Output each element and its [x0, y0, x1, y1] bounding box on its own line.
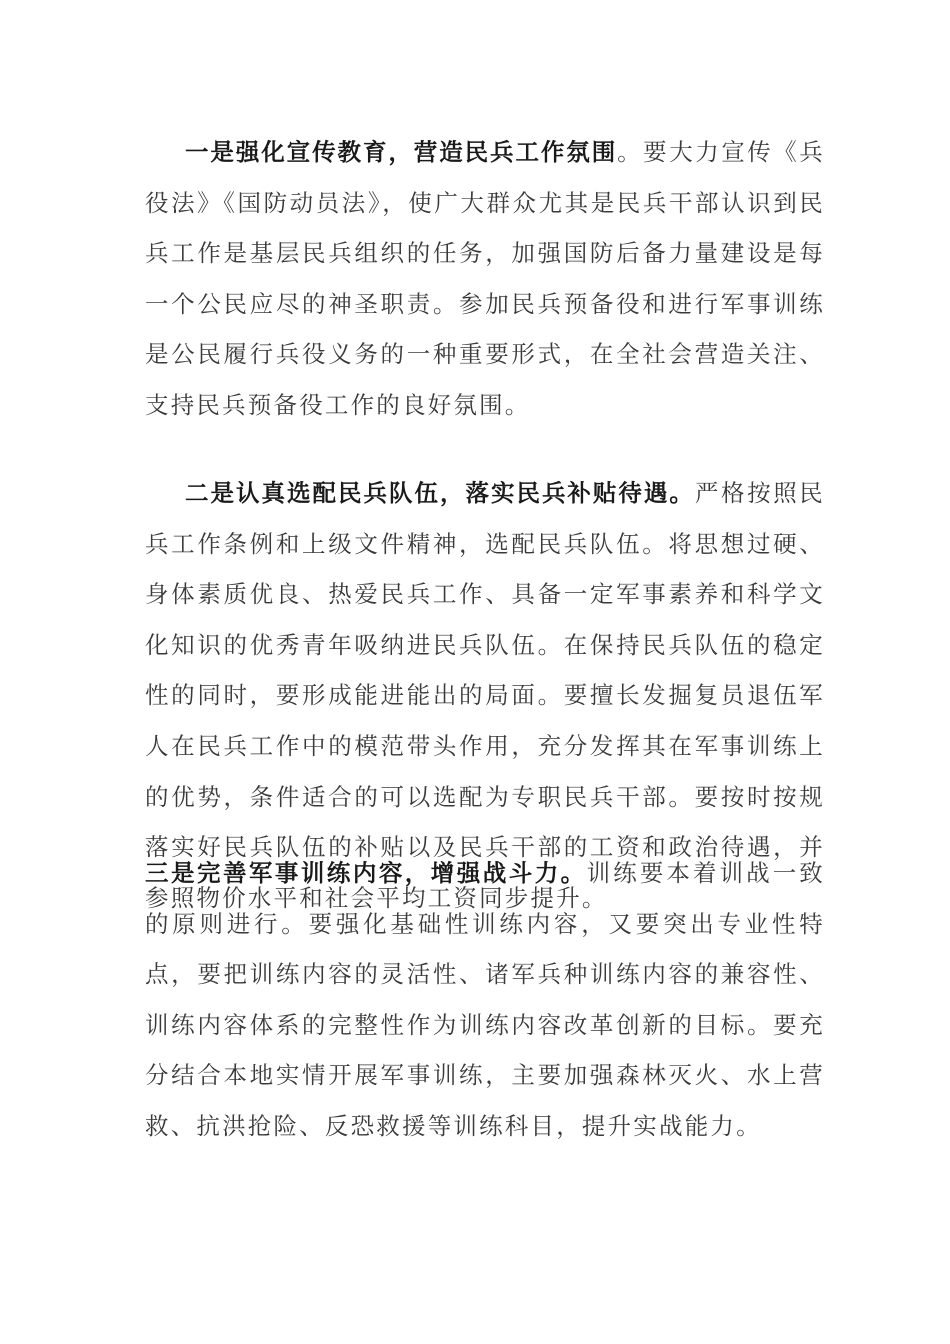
paragraph-2-lead: 二是认真选配民兵队伍，落实民兵补贴待遇。 [185, 479, 695, 507]
paragraph-1-lead: 一是强化宣传教育，营造民兵工作氛围 [185, 138, 618, 166]
paragraph-3 [145, 848, 825, 1152]
paragraph-1 [145, 127, 825, 431]
paragraph-3-body: 训练要本着训战一致的原则进行。要强化基础性训练内容，又要突出专业性特点，要把训练内容的灵活性、诸军兵种训练内容的兼容性、训练内容体系的完整性作为训练内容改革创新的目标。要充分结合本地实情开展军事训练，主要加强森林灭火、水上营救、抗洪抢险、反恐救援等训练科目，提升实战能力。 [145, 859, 825, 1140]
paragraph-2-body: 严格按照民兵工作条例和上级文件精神，选配民兵队伍。将思想过硬、身体素质优良、热爱民兵工作、具备一定军事素养和科学文化知识的优秀青年吸纳进民兵队伍。在保持民兵队伍的稳定性的同时，要形成能进能出的局面。要擅长发掘复员退伍军人在民兵工作中的模范带头作用，充分发挥其在军事训练上的优势，条件适合的可以选配为专职民兵干部。要按时按规落实好民兵队伍的补贴以及民兵干部的工资和政治待遇，并参照物价水平和社会平均工资同步提升。 [145, 479, 826, 912]
paragraph-3-lead: 三是完善军事训练内容，增强战斗力。 [145, 859, 587, 887]
paragraph-1-body: 。要大力宣传《兵役法》《国防动员法》，使广大群众尤其是民兵干部认识到民兵工作是基层民兵组织的任务，加强国防后备力量建设是每一个公民应尽的神圣职责。参加民兵预备役和进行军事训练是公民履行兵役义务的一种重要形式，在全社会营造关注、支持民兵预备役工作的良好氛围。 [145, 138, 825, 419]
